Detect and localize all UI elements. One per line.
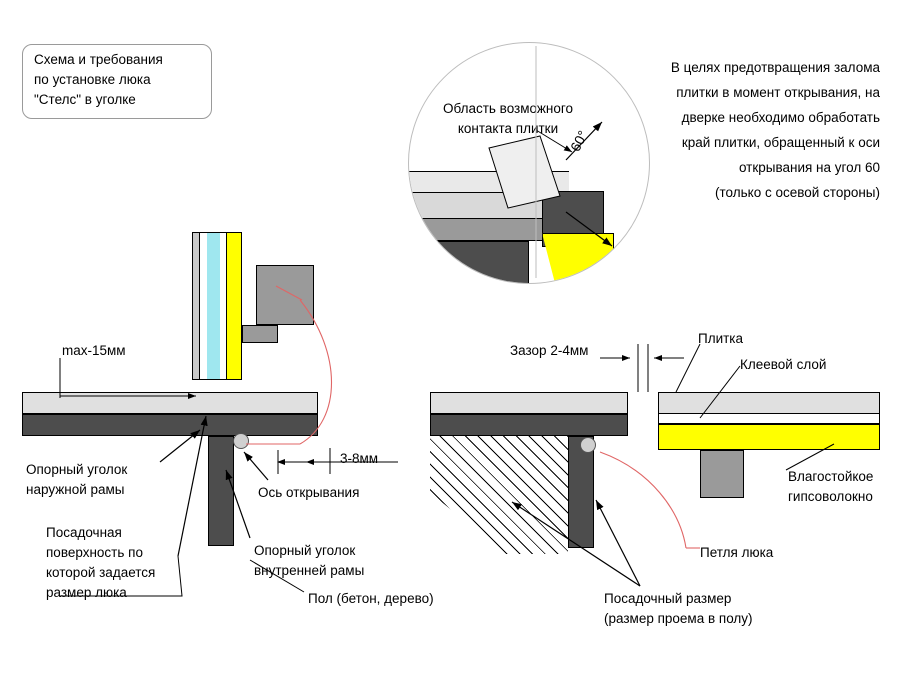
left-gap-dim-label: 3-8мм bbox=[340, 451, 379, 466]
note-line-6: (только с осевой стороны) bbox=[714, 185, 880, 200]
left-label-seat-1: Посадочная bbox=[46, 525, 122, 540]
detail-label-line-1: Область возможного bbox=[442, 101, 574, 116]
right-door-frame-block bbox=[700, 450, 744, 498]
right-label-glue: Клеевой слой bbox=[740, 357, 827, 372]
note-line-5: открывания на угол 60 bbox=[738, 160, 880, 175]
right-label-gypsum-2: гипсоволокно bbox=[788, 489, 873, 504]
left-floor-slab-top bbox=[22, 392, 318, 414]
right-support-angle-stem bbox=[568, 436, 594, 548]
left-max-dim-label: max-15мм bbox=[62, 343, 126, 358]
left-door-layer-yellow bbox=[226, 232, 242, 380]
left-label-support-inner-1: Опорный уголок bbox=[254, 543, 356, 558]
title-line-3: "Стелс" в уголке bbox=[34, 92, 136, 107]
note-line-3: дверке необходимо обработать bbox=[681, 110, 880, 125]
left-label-support-outer-2: наружной рамы bbox=[26, 482, 125, 497]
detail-band-mid bbox=[409, 219, 544, 241]
detail-tile-yellow bbox=[542, 233, 614, 283]
right-label-gypsum-1: Влагостойкое bbox=[788, 469, 874, 484]
right-hinge-axis-marker bbox=[580, 437, 596, 453]
detail-label-line-2: контакта плитки bbox=[457, 121, 559, 136]
left-door-gray-block-ext bbox=[242, 325, 278, 343]
right-glue-layer bbox=[658, 414, 880, 424]
right-label-seat-size-2: (размер проема в полу) bbox=[604, 611, 753, 626]
right-label-seat-size-1: Посадочный размер bbox=[604, 591, 732, 606]
detail-band-dark bbox=[409, 241, 529, 284]
right-tile-layer bbox=[658, 392, 880, 414]
left-hinge-axis-marker bbox=[233, 433, 249, 449]
left-label-support-outer-1: Опорный уголок bbox=[26, 462, 128, 477]
right-floor-slab-top bbox=[430, 392, 628, 414]
left-support-angle-outer bbox=[22, 414, 318, 436]
note-line-4: край плитки, обращенный к оси bbox=[681, 135, 880, 150]
left-door-layer-cyan bbox=[207, 232, 220, 380]
left-label-seat-3: которой задается bbox=[46, 565, 156, 580]
right-concrete-hatch bbox=[430, 436, 568, 554]
left-support-angle-inner bbox=[208, 436, 234, 546]
detail-angle-label: 60° bbox=[566, 127, 591, 154]
left-label-support-inner-2: внутренней рамы bbox=[254, 563, 365, 578]
right-label-hinge: Петля люка bbox=[700, 545, 774, 560]
note-line-1: В целях предотвращения залома bbox=[670, 60, 880, 75]
right-gap-label: Зазор 2-4мм bbox=[510, 343, 589, 358]
right-gypsum-layer bbox=[658, 424, 880, 450]
right-label-tile: Плитка bbox=[698, 331, 744, 346]
left-door-layer-gray bbox=[192, 232, 200, 380]
detail-band-light bbox=[409, 193, 559, 219]
left-label-seat-4: размер люка bbox=[46, 585, 127, 600]
detail-band-pale bbox=[409, 171, 569, 193]
left-door-layer-white bbox=[200, 232, 207, 380]
title-line-1: Схема и требования bbox=[34, 52, 163, 67]
left-label-axis: Ось открывания bbox=[258, 485, 360, 500]
note-line-2: плитки в момент открывания, на bbox=[676, 85, 880, 100]
right-support-angle-outer bbox=[430, 414, 628, 436]
title-line-2: по установке люка bbox=[34, 72, 151, 87]
left-door-gray-block bbox=[256, 265, 314, 325]
left-label-seat-2: поверхность по bbox=[46, 545, 143, 560]
left-label-floor: Пол (бетон, дерево) bbox=[308, 591, 434, 606]
